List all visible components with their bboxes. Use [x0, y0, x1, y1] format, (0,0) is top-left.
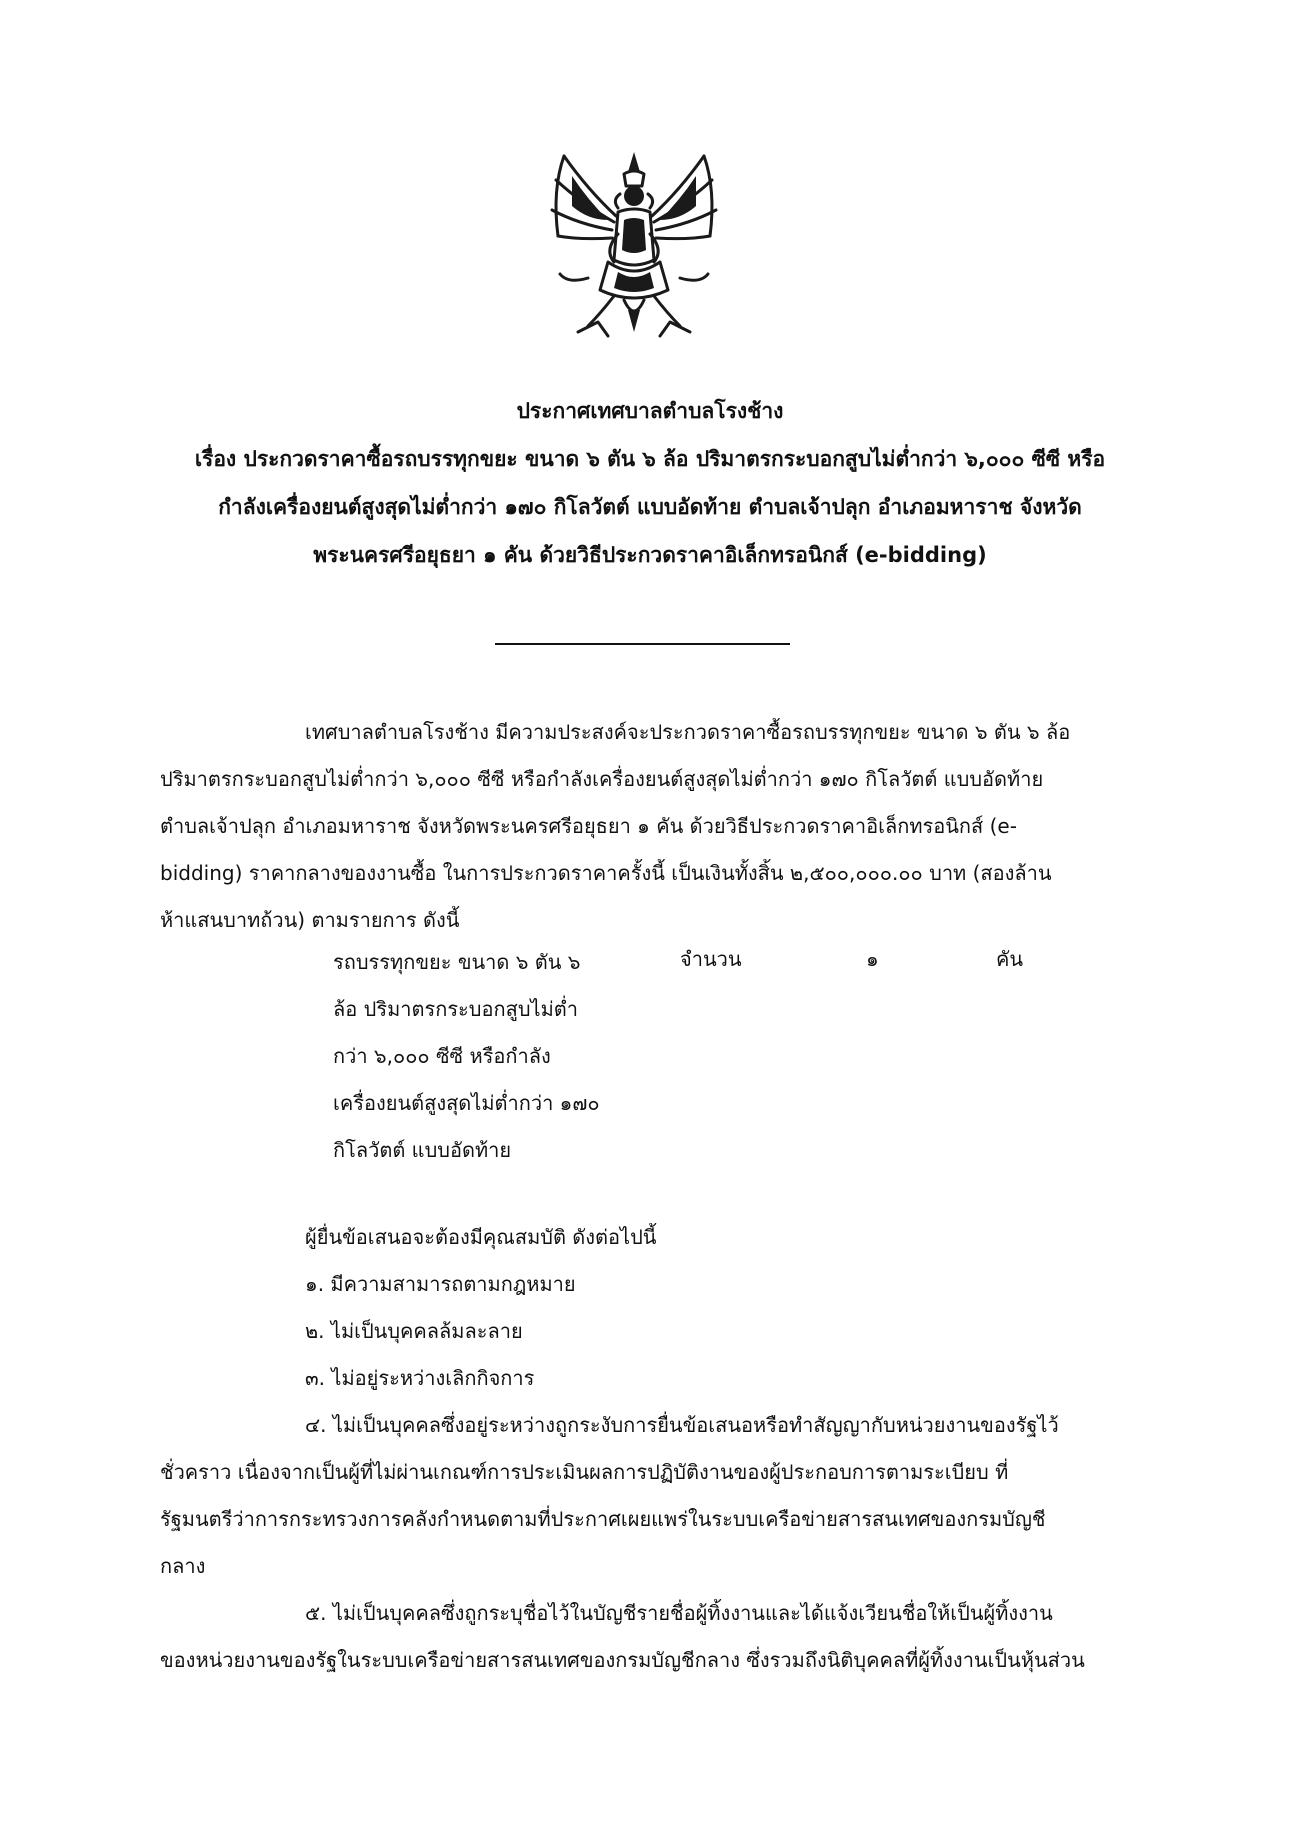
- qualification-item-cont: ชั่วคราว เนื่องจากเป็นผู้ที่ไม่ผ่านเกณฑ์การประเมินผลการปฏิบัติงานของผู้ประกอบการตามระเบียบ ที่: [160, 1460, 1009, 1484]
- item-description: รถบรรทุกขยะ ขนาด ๖ ตัน ๖: [333, 950, 581, 974]
- qualification-item-cont: ของหน่วยงานของรัฐในระบบเครือข่ายสารสนเทศของกรมบัญชีกลาง ซึ่งรวมถึงนิติบุคคลที่ผู้ทิ้งงานเป็นหุ้นส่วน: [160, 1648, 1085, 1672]
- item-unit: คัน: [996, 947, 1024, 971]
- qualification-item: ๑. มีความสามารถตามกฎหมาย: [305, 1272, 576, 1296]
- item-quantity: ๑: [866, 947, 879, 971]
- paragraph-line: ปริมาตรกระบอกสูบไม่ต่ำกว่า ๖,๐๐๐ ซีซี หรือกำลังเครื่องยนต์สูงสุดไม่ต่ำกว่า ๑๗๐ กิโลวัตต์ แบบอัดท้าย: [160, 767, 1044, 791]
- qualification-intro: ผู้ยื่นข้อเสนอจะต้องมีคุณสมบัติ ดังต่อไปนี้: [305, 1225, 657, 1249]
- qualification-item: ๓. ไม่อยู่ระหว่างเลิกกิจการ: [305, 1366, 535, 1390]
- qualification-item-cont: กลาง: [160, 1554, 206, 1578]
- item-description: ล้อ ปริมาตรกระบอกสูบไม่ต่ำ: [333, 997, 578, 1021]
- paragraph-line: ตำบลเจ้าปลุก อำเภอมหาราช จังหวัดพระนครศรีอยุธยา ๑ คัน ด้วยวิธีประกวดราคาอิเล็กทรอนิกส์ (e-: [160, 814, 1017, 838]
- subject-line-2: กำลังเครื่องยนต์สูงสุดไม่ต่ำกว่า ๑๗๐ กิโลวัตต์ แบบอัดท้าย ตำบลเจ้าปลุก อำเภอมหาราช จังหวัด: [218, 495, 1082, 519]
- subject-line-3: พระนครศรีอยุธยา ๑ คัน ด้วยวิธีประกวดราคาอิเล็กทรอนิกส์ (e-bidding): [313, 543, 987, 567]
- garuda-emblem-icon: [548, 150, 720, 340]
- paragraph-line: bidding) ราคากลางของงานซื้อ ในการประกวดราคาครั้งนี้ เป็นเงินทั้งสิ้น ๒,๕๐๐,๐๐๐.๐๐ บาท (สองล้าน: [160, 861, 1052, 885]
- subject-line-1: เรื่อง ประกวดราคาซื้อรถบรรทุกขยะ ขนาด ๖ ตัน ๖ ล้อ ปริมาตรกระบอกสูบไม่ต่ำกว่า ๖,๐๐๐ ซีซี หรือ: [194, 447, 1106, 471]
- qualification-item: ๒. ไม่เป็นบุคคลล้มละลาย: [305, 1319, 523, 1343]
- item-description: กว่า ๖,๐๐๐ ซีซี หรือกำลัง: [333, 1044, 551, 1068]
- header-divider: [495, 643, 790, 645]
- paragraph-line: ห้าแสนบาทถ้วน) ตามรายการ ดังนี้: [160, 908, 460, 932]
- qualification-item-cont: รัฐมนตรีว่าการกระทรวงการคลังกำหนดตามที่ประกาศเผยแพร่ในระบบเครือข่ายสารสนเทศของกรมบัญชี: [160, 1507, 1046, 1531]
- item-description: กิโลวัตต์ แบบอัดท้าย: [333, 1138, 512, 1162]
- paragraph-line: เทศบาลตำบลโรงช้าง มีความประสงค์จะประกวดราคาซื้อรถบรรทุกขยะ ขนาด ๖ ตัน ๖ ล้อ: [305, 720, 1071, 744]
- item-quantity-label: จำนวน: [680, 947, 742, 971]
- qualification-item: ๔. ไม่เป็นบุคคลซึ่งอยู่ระหว่างถูกระงับการยื่นข้อเสนอหรือทำสัญญากับหน่วยงานของรัฐไว้: [305, 1413, 1059, 1437]
- issuer-title: ประกาศเทศบาลตำบลโรงช้าง: [516, 399, 784, 423]
- item-description: เครื่องยนต์สูงสุดไม่ต่ำกว่า ๑๗๐: [333, 1091, 600, 1115]
- qualification-item: ๕. ไม่เป็นบุคคลซึ่งถูกระบุชื่อไว้ในบัญชีรายชื่อผู้ทิ้งงานและได้แจ้งเวียนชื่อให้เป็นผู้ทิ้งงาน: [305, 1601, 1053, 1625]
